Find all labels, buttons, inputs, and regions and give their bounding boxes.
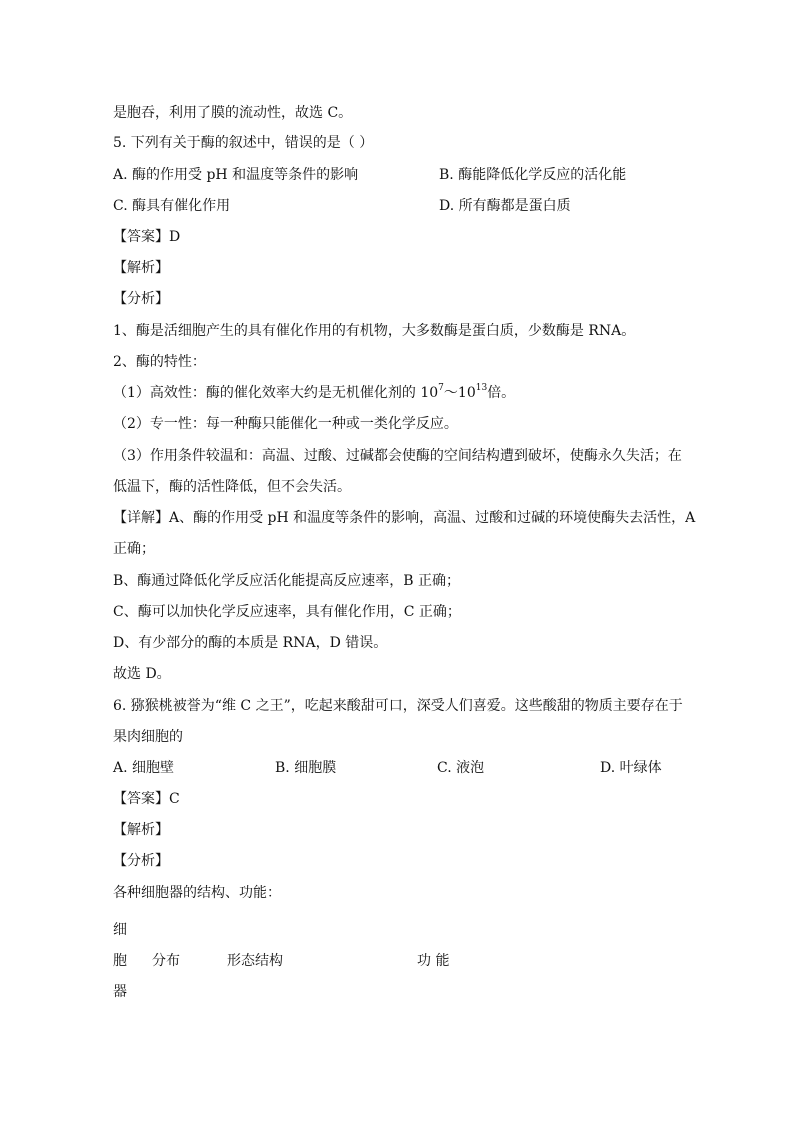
jiexi-heading-6: 【解析】: [113, 822, 169, 838]
option-6b: B. 细胞膜: [275, 760, 337, 776]
question-6-stem-line1: 6. 猕猴桃被誉为“维 C 之王”，吃起来酸甜可口，深受人们喜爱。这些酸甜的物质主要存在于: [113, 698, 683, 714]
fenxi-heading-5: 【分析】: [113, 291, 169, 307]
organelle-intro: 各种细胞器的结构、功能：: [113, 885, 281, 901]
option-5b: B. 酶能降低化学反应的活化能: [439, 167, 627, 183]
analysis-mild-conditions: （3）作用条件较温和：高温、过酸、过碱都会使酶的空间结构遭到破坏，使酶永久失活；在: [113, 448, 682, 464]
answer-5: 【答案】D: [113, 229, 181, 245]
efficiency-text-pre: （1）高效性：酶的催化效率大约是无机催化剂的 10: [113, 385, 439, 401]
detail-a-cont: 正确；: [113, 541, 155, 557]
question-6-stem-line2: 果肉细胞的: [113, 729, 183, 745]
question-5-stem: 5. 下列有关于酶的叙述中，错误的是（ ）: [113, 135, 374, 151]
analysis-point-2: 2、酶的特性：: [113, 354, 206, 370]
detail-d: D、有少部分的酶的本质是 RNA，D 错误。: [113, 635, 388, 651]
option-6a: A. 细胞壁: [113, 760, 175, 776]
table-header-xi: 细: [113, 922, 127, 938]
exponent-7: 7: [438, 383, 444, 394]
table-header-structure: 形态结构: [227, 953, 283, 969]
efficiency-text-mid: ～10: [443, 385, 476, 401]
detail-c: C、酶可以加快化学反应速率，具有催化作用，C 正确；: [113, 604, 461, 620]
option-5c: C. 酶具有催化作用: [113, 198, 231, 214]
text-line-cont: 是胞吞，利用了膜的流动性，故选 C。: [113, 105, 353, 121]
option-6c: C. 液泡: [437, 760, 485, 776]
jiexi-heading-5: 【解析】: [113, 260, 169, 276]
analysis-efficiency: [113, 384, 515, 402]
table-header-qi: 器: [113, 984, 127, 1000]
option-6d: D. 叶绿体: [600, 760, 662, 776]
answer-6: 【答案】C: [113, 791, 180, 807]
analysis-point-1: 1、酶是活细胞产生的具有催化作用的有机物，大多数酶是蛋白质，少数酶是 RNA。: [113, 323, 636, 339]
analysis-low-temp: 低温下，酶的活性降低，但不会失活。: [113, 479, 351, 495]
efficiency-text-post: 倍。: [487, 385, 516, 401]
detail-b: B、酶通过降低化学反应活化能提高反应速率，B 正确；: [113, 573, 461, 589]
option-5a: A. 酶的作用受 pH 和温度等条件的影响: [113, 167, 359, 183]
detail-a: 【详解】A、酶的作用受 pH 和温度等条件的影响，高温、过酸和过碱的环境使酶失去活性，A: [113, 510, 696, 526]
analysis-specificity: （2）专一性：每一种酶只能催化一种或一类化学反应。: [113, 416, 458, 432]
fenxi-heading-6: 【分析】: [113, 853, 169, 869]
table-header-function: 功 能: [417, 953, 450, 969]
option-5d: D. 所有酶都是蛋白质: [439, 198, 571, 214]
choose-d: 故选 D。: [113, 666, 171, 682]
exponent-13: 13: [475, 383, 488, 394]
table-header-distribution: 分布: [152, 953, 180, 969]
table-header-bao: 胞: [113, 953, 127, 969]
